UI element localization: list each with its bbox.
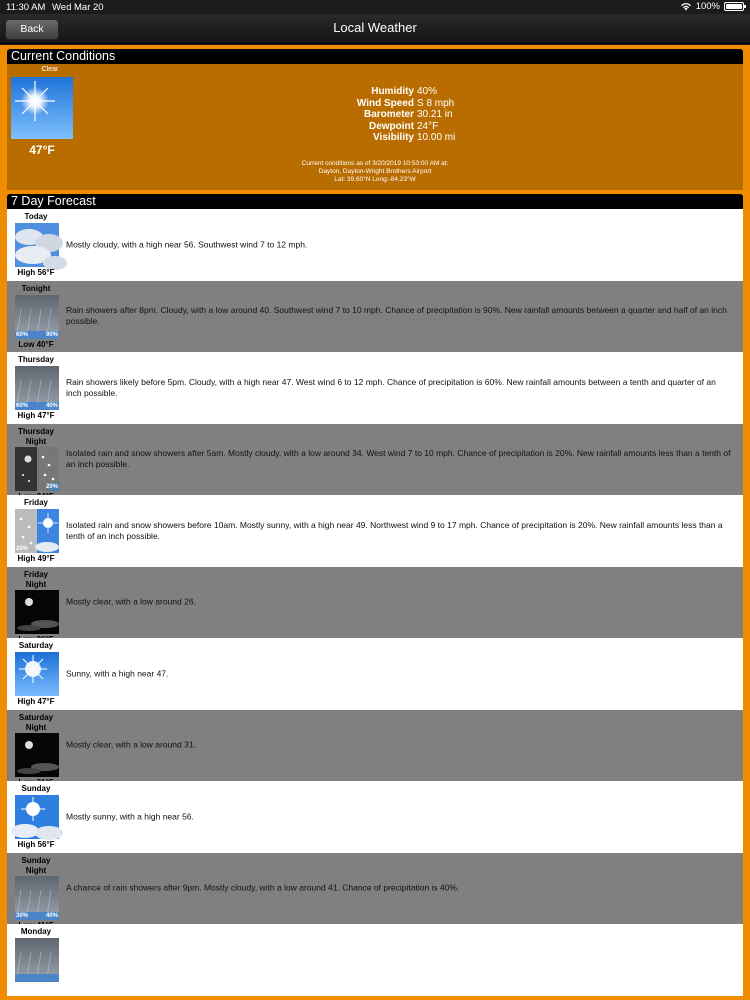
forecast-text: Isolated rain and snow showers before 10am. Mostly sunny, with a high near 49. Northwest wind 9 to 17 mph. Chance of precipitation is 20%. New rainfall amounts less than a tenth of an inch possible. bbox=[66, 519, 723, 541]
forecast-period bbox=[7, 713, 65, 733]
current-temperature: 47°F bbox=[29, 143, 55, 157]
forecast-row bbox=[7, 638, 743, 710]
rain-icon bbox=[15, 366, 59, 410]
dewpoint-label: Dewpoint bbox=[369, 120, 414, 132]
forecast-text: Mostly clear, with a low around 26. bbox=[66, 596, 196, 607]
forecast-row bbox=[7, 710, 743, 782]
rain-icon bbox=[15, 295, 59, 339]
forecast-period bbox=[7, 784, 65, 794]
forecast-period bbox=[7, 212, 65, 222]
partly-sunny-icon bbox=[15, 795, 59, 839]
sun-icon bbox=[11, 77, 73, 139]
forecast-list[interactable] bbox=[7, 209, 743, 996]
forecast-period bbox=[7, 641, 65, 651]
observation-time: Current conditions as of 3/20/2019 10:53:00 AM at: bbox=[301, 160, 449, 167]
forecast-period-name: Friday bbox=[23, 498, 48, 507]
forecast-period-name: Sunday bbox=[21, 855, 51, 865]
forecast-period bbox=[7, 498, 65, 508]
forecast-temperature: High 47°F bbox=[17, 697, 55, 706]
forecast-period-name: Tonight bbox=[21, 283, 51, 293]
forecast-header: 7 Day Forecast bbox=[7, 194, 743, 209]
forecast-text: Mostly clear, with a low around 31. bbox=[66, 739, 196, 750]
forecast-period bbox=[7, 856, 65, 876]
forecast-period-name: Thursday bbox=[17, 355, 54, 364]
visibility-value: 10.00 mi bbox=[417, 132, 456, 143]
conditions-table bbox=[327, 86, 455, 144]
condition-label: Clear bbox=[41, 66, 59, 73]
forecast-row bbox=[7, 209, 743, 281]
forecast-temperature: High 56°F bbox=[17, 268, 55, 277]
humidity-value: 40% bbox=[417, 86, 438, 97]
forecast-period-name-2: Night bbox=[25, 722, 47, 732]
wind-speed-value: S 8 mph bbox=[417, 97, 455, 109]
moon-icon bbox=[15, 733, 59, 777]
visibility-label: Visibility bbox=[373, 132, 414, 143]
status-date: Wed Mar 20 bbox=[52, 2, 104, 13]
forecast-row bbox=[7, 495, 743, 567]
precip-percent-right: 20% bbox=[45, 483, 58, 490]
conditions-row bbox=[327, 121, 455, 133]
status-bar bbox=[0, 0, 750, 14]
forecast-row bbox=[7, 567, 743, 639]
cloudy-icon bbox=[15, 223, 59, 267]
status-right bbox=[680, 1, 744, 12]
forecast-period-name-2: Night bbox=[25, 865, 47, 875]
rain-icon bbox=[15, 876, 59, 920]
forecast-text: Rain showers after 8pm. Cloudy, with a low around 40. Southwest wind 7 to 10 mph. Chance of precipitation is 90%. New rainfall amounts between a quarter and half of an inch possible. bbox=[66, 305, 727, 327]
forecast-row bbox=[7, 352, 743, 424]
precip-percent-left: 30% bbox=[16, 912, 29, 919]
wifi-icon bbox=[680, 2, 692, 11]
forecast-period-name: Sunday bbox=[21, 784, 51, 793]
barometer-value: 30.21 in bbox=[417, 109, 453, 120]
forecast-period-name: Monday bbox=[20, 927, 52, 936]
forecast-temperature: Low 40°F bbox=[18, 339, 54, 349]
current-conditions-header: Current Conditions bbox=[7, 49, 743, 64]
nav-bar bbox=[0, 14, 750, 44]
precip-percent-left: 20% bbox=[16, 546, 29, 552]
forecast-row bbox=[7, 424, 743, 496]
forecast-period bbox=[7, 570, 65, 590]
sun-icon bbox=[15, 652, 59, 696]
forecast-period-name: Thursday bbox=[17, 426, 54, 436]
content-area[interactable] bbox=[0, 45, 750, 1000]
night-snow-icon bbox=[15, 447, 59, 491]
forecast-text: Sunny, with a high near 47. bbox=[66, 668, 169, 679]
forecast-row bbox=[7, 281, 743, 353]
forecast-period-name-2: Night bbox=[25, 579, 47, 589]
current-conditions-panel bbox=[7, 64, 743, 190]
conditions-row bbox=[327, 109, 455, 121]
forecast-text: Mostly sunny, with a high near 56. bbox=[66, 811, 194, 822]
humidity-label: Humidity bbox=[371, 86, 414, 97]
observation-latlon: Lat: 39.60°N Long:-84.23°W bbox=[334, 176, 416, 183]
forecast-temperature: High 56°F bbox=[17, 840, 55, 849]
precip-percent-right: 40% bbox=[45, 912, 58, 919]
precip-percent-right: 40% bbox=[45, 403, 58, 409]
forecast-period bbox=[7, 427, 65, 447]
forecast-period bbox=[7, 284, 65, 294]
forecast-text: A chance of rain showers after 9pm. Mostly cloudy, with a low around 41. Chance of precipitation is 40%. bbox=[66, 882, 460, 893]
forecast-period bbox=[7, 927, 65, 937]
forecast-text: Rain showers likely before 5pm. Cloudy, with a high near 47. West wind 6 to 12 mph. Chance of precipitation is 60%. New rainfall amounts between a tenth and quarter of an inch possible. bbox=[66, 376, 716, 398]
conditions-row bbox=[327, 98, 455, 110]
forecast-row bbox=[7, 853, 743, 925]
conditions-row bbox=[327, 86, 455, 98]
forecast-temperature: High 47°F bbox=[17, 411, 55, 420]
wind-speed-label: Wind Speed bbox=[356, 97, 414, 109]
forecast-period-name: Friday bbox=[23, 569, 48, 579]
precip-percent-left: 60% bbox=[16, 403, 29, 409]
barometer-label: Barometer bbox=[363, 109, 414, 120]
battery-icon bbox=[724, 2, 744, 11]
forecast-text: Isolated rain and snow showers after 5am. Mostly cloudy, with a low around 34. West wind 7 to 10 mph. Chance of precipitation is 20%. New rainfall amounts less than a tenth of an inch possible. bbox=[66, 448, 731, 470]
battery-percent: 100% bbox=[695, 1, 720, 12]
forecast-period-name: Today bbox=[24, 212, 48, 221]
rain-icon bbox=[15, 938, 59, 982]
status-time: 11:30 AM bbox=[6, 2, 46, 13]
observation-station: Dayton, Dayton-Wright Brothers Airport bbox=[318, 168, 432, 175]
page-title: Local Weather bbox=[333, 20, 417, 35]
back-button[interactable]: Back bbox=[5, 19, 59, 40]
forecast-period-name: Saturday bbox=[18, 712, 54, 722]
dewpoint-value: 24°F bbox=[417, 120, 439, 132]
conditions-row bbox=[327, 132, 455, 144]
forecast-row bbox=[7, 781, 743, 853]
forecast-period-name: Saturday bbox=[18, 641, 54, 650]
forecast-text: Mostly cloudy, with a high near 56. Southwest wind 7 to 12 mph. bbox=[66, 239, 308, 250]
forecast-temperature: High 49°F bbox=[17, 554, 55, 563]
forecast-row bbox=[7, 924, 743, 996]
observation-info bbox=[7, 160, 743, 184]
precip-percent-left: 60% bbox=[16, 331, 29, 338]
moon-icon bbox=[15, 590, 59, 634]
snow-sun-icon bbox=[15, 509, 59, 553]
forecast-period bbox=[7, 355, 65, 365]
precip-percent-right: 90% bbox=[45, 331, 58, 338]
forecast-period-name-2: Night bbox=[25, 436, 47, 446]
